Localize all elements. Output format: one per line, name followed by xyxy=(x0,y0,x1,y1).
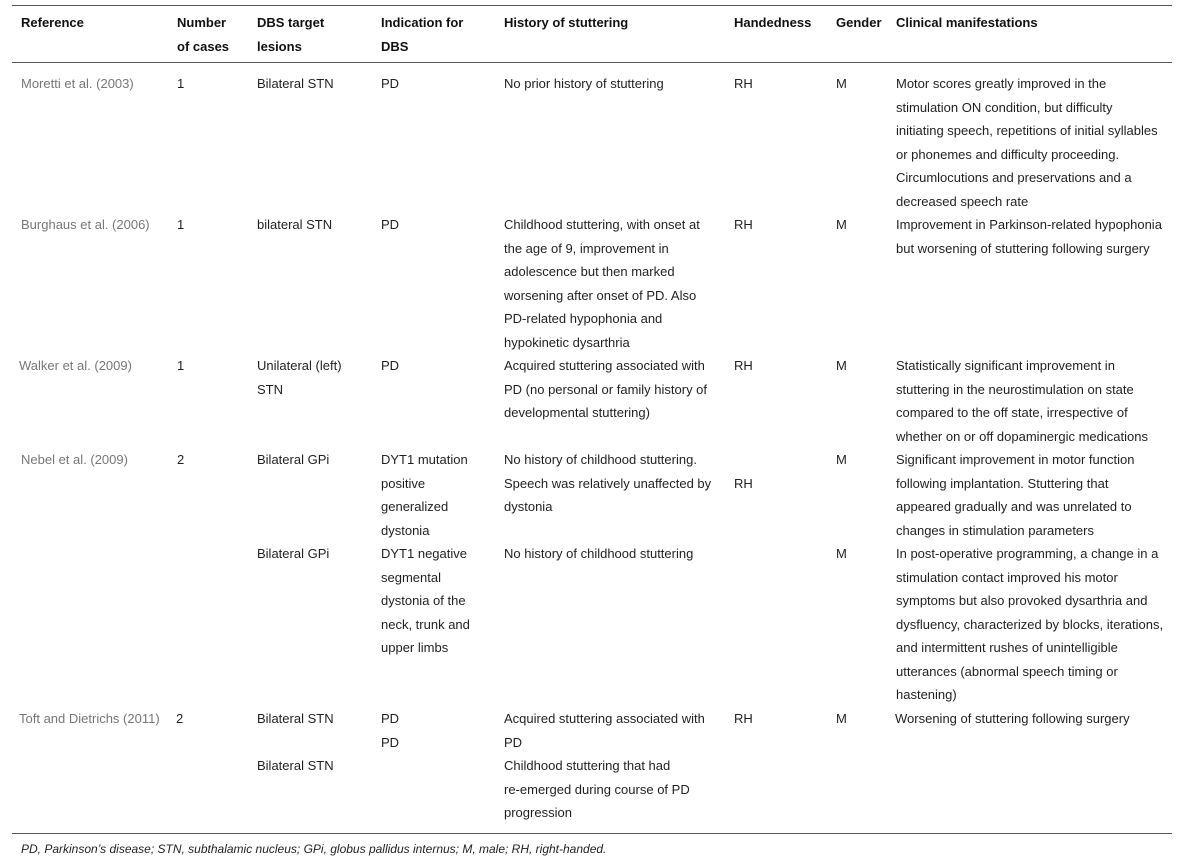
table-cell-target: Bilateral STN xyxy=(257,758,334,773)
header-reference: Reference xyxy=(21,15,84,30)
table-cell-gender: M xyxy=(836,217,847,232)
table-cell-gender: M xyxy=(836,76,847,91)
table-cell-manifestations: Worsening of stuttering following surgery xyxy=(895,711,1130,726)
table-cell-history: Acquired stuttering associated with PD (no personal or family history of developmental stuttering) xyxy=(504,358,708,420)
header-handedness: Handedness xyxy=(734,15,812,30)
header-number-of-cases: Number of cases xyxy=(177,15,230,54)
bottom-rule xyxy=(12,833,1172,834)
table-cell-cases: 1 xyxy=(177,358,185,373)
table-cell-manifestations: Statistically significant improvement in stuttering in the neurostimulation on state compared to the off state, irrespective of whether on or off dopaminergic medications xyxy=(896,358,1148,444)
table-cell-cases: 1 xyxy=(177,217,185,232)
table-cell-gender: M xyxy=(836,452,847,467)
table-cell-handedness: RH xyxy=(734,476,753,491)
table-cell-handedness: RH xyxy=(734,76,753,91)
table-cell-handedness: RH xyxy=(734,711,753,726)
table-cell-history: Childhood stuttering, with onset at the age of 9, improvement in adolescence but then marked worsening after onset of PD. Also PD-related hypophonia and hypokinetic dysarthria xyxy=(504,217,700,350)
table-cell-target: Bilateral STN xyxy=(257,76,334,91)
table-cell-gender: M xyxy=(836,546,847,561)
top-rule xyxy=(12,5,1172,6)
header-clinical-manifestations: Clinical manifestations xyxy=(896,15,1038,30)
header-history-of-stuttering: History of stuttering xyxy=(504,15,629,30)
header-rule xyxy=(12,62,1172,63)
table-cell-indication: PD xyxy=(381,358,400,373)
table-cell-reference: Burghaus et al. (2006) xyxy=(21,217,150,232)
table-cell-manifestations: Motor scores greatly improved in the stimulation ON condition, but difficulty initiating speech, repetitions of initial syllables or phonemes and difficulty proceeding. Circumlocutions and preservations and a decreased speech rate xyxy=(896,76,1158,209)
table-cell-target: Unilateral (left) STN xyxy=(257,358,342,397)
table-cell-history: No history of childhood stuttering xyxy=(504,546,694,561)
table-cell-indication: DYT1 negative segmental dystonia of the neck, trunk and upper limbs xyxy=(381,546,470,655)
table-cell-manifestations: Improvement in Parkinson-related hypophonia but worsening of stuttering following surgery xyxy=(896,217,1162,256)
table-cell-history: No prior history of stuttering xyxy=(504,76,664,91)
header-indication-for-dbs: Indication for DBS xyxy=(381,15,464,54)
table-cell-target: Bilateral GPi xyxy=(257,546,330,561)
table-cell-indication: DYT1 mutation positive generalized dystonia xyxy=(381,452,468,538)
table-cell-history: No history of childhood stuttering. Speech was relatively unaffected by dystonia xyxy=(504,452,712,514)
table-cell-handedness: RH xyxy=(734,358,753,373)
table-cell-reference: Moretti et al. (2003) xyxy=(21,76,134,91)
table-cell-indication: PD PD xyxy=(381,711,400,750)
table-cell-reference: Walker et al. (2009) xyxy=(19,358,132,373)
table-cell-cases: 1 xyxy=(177,76,185,91)
table-footnote: PD, Parkinson’s disease; STN, subthalamic nucleus; GPi, globus pallidus internus; M, male; RH, right-handed. xyxy=(21,842,607,856)
table-cell-target: bilateral STN xyxy=(257,217,333,232)
table-cell-cases: 2 xyxy=(176,711,184,726)
table-cell-manifestations: Significant improvement in motor function following implantation. Stuttering that appeared gradually and was unrelated to changes in stimulation parameters xyxy=(896,452,1135,538)
table-cell-manifestations: In post-operative programming, a change in a stimulation contact improved his motor symptoms but also provoked dysarthria and dysfluency, characterized by blocks, iterations, and intermittent rushes of unintelligible utterances (abnormal speech timing or hastening) xyxy=(896,546,1164,702)
table-cell-reference: Toft and Dietrichs (2011) xyxy=(19,711,160,726)
table-cell-indication: PD xyxy=(381,76,400,91)
header-dbs-target-lesions: DBS target lesions xyxy=(257,15,325,54)
table-cell-cases: 2 xyxy=(177,452,185,467)
header-gender: Gender xyxy=(836,15,882,30)
table-cell-target: Bilateral STN xyxy=(257,711,334,726)
table-cell-history: Acquired stuttering associated with PD xyxy=(504,711,705,750)
table-cell-handedness: RH xyxy=(734,217,753,232)
table-cell-reference: Nebel et al. (2009) xyxy=(21,452,128,467)
table-cell-target: Bilateral GPi xyxy=(257,452,330,467)
table-cell-indication: PD xyxy=(381,217,400,232)
table-cell-gender: M xyxy=(836,358,847,373)
table-cell-gender: M xyxy=(836,711,847,726)
table-cell-history: Childhood stuttering that had re-emerged during course of PD progression xyxy=(504,758,690,820)
